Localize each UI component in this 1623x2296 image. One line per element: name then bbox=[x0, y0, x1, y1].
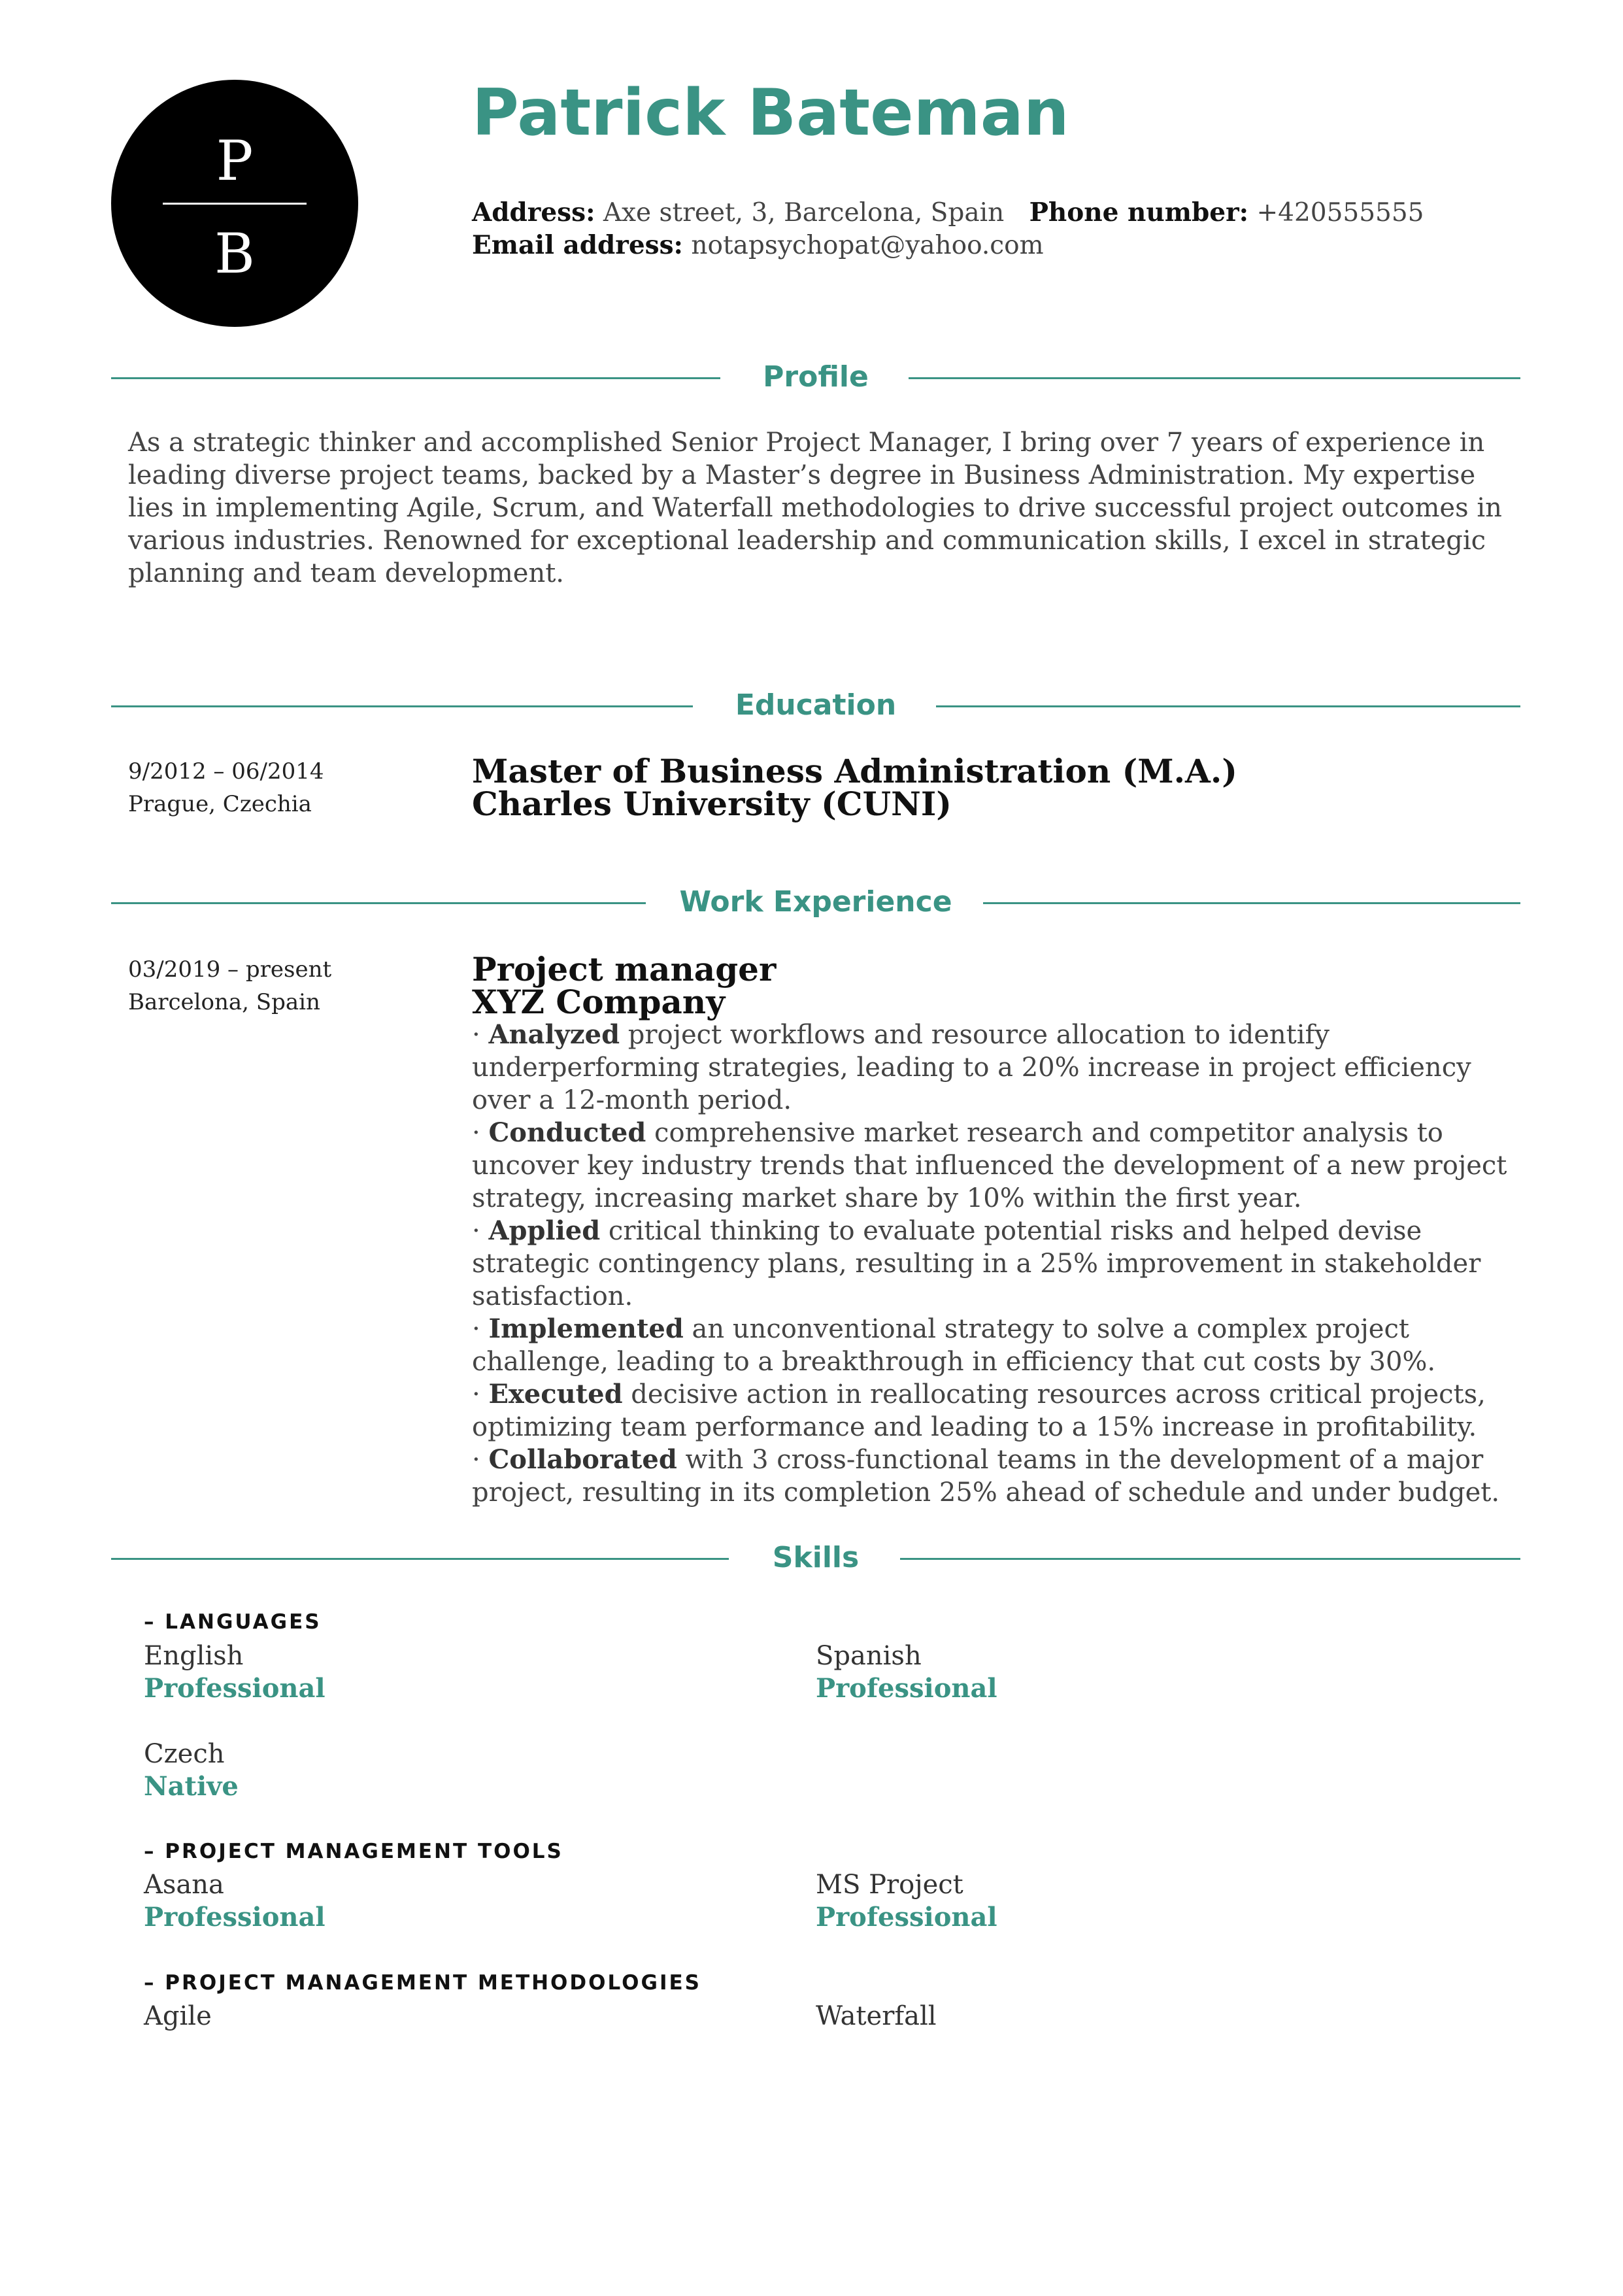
list-item: · Executed decisive action in reallocating resources across critical projects, optimizing team performance and leading to a 15% increase in profitability. bbox=[472, 1379, 1486, 1442]
achievement-text: decisive action in reallocating resources across critical projects, optimizing team performance and leading to a 15% increase in profitability. bbox=[472, 1379, 1486, 1442]
achievement-verb: Conducted bbox=[488, 1117, 646, 1148]
skill-level: Professional bbox=[144, 1902, 326, 1933]
list-item: · Analyzed project workflows and resource allocation to identify underperforming strategies, leading to a 20% increase in project efficiency over a 12-month period. bbox=[472, 1019, 1471, 1115]
education-dates: 9/2012 – 06/2014 bbox=[128, 758, 324, 785]
skill-level: Professional bbox=[816, 1673, 997, 1704]
skill-name: English bbox=[144, 1641, 244, 1671]
phone-value: +420555555 bbox=[1256, 198, 1424, 228]
email-value: notapsychopat@yahoo.com bbox=[691, 231, 1044, 260]
education-degree: Master of Business Administration (M.A.) bbox=[472, 752, 1237, 790]
monogram-divider bbox=[163, 203, 307, 205]
achievement-verb: Collaborated bbox=[488, 1444, 677, 1475]
list-item: · Applied critical thinking to evaluate potential risks and helped devise strategic contingency plans, resulting in a 25% improvement in stakeholder satisfaction. bbox=[472, 1215, 1481, 1311]
address-label: Address: bbox=[472, 197, 595, 228]
education-section-header bbox=[111, 683, 1520, 728]
list-item: · Implemented an unconventional strategy to solve a complex project challenge, leading to a breakthrough in efficiency that cut costs by 30%. bbox=[472, 1313, 1436, 1377]
skill-name: Spanish bbox=[816, 1641, 922, 1671]
skill-category-pm-methodologies: – PROJECT MANAGEMENT METHODOLOGIES bbox=[144, 1971, 701, 1995]
skill-category-pm-tools: – PROJECT MANAGEMENT TOOLS bbox=[144, 1840, 563, 1863]
section-title: Work Experience bbox=[679, 885, 952, 919]
skill-name: MS Project bbox=[816, 1870, 963, 1900]
monogram-last-initial: B bbox=[214, 222, 255, 286]
achievement-text: comprehensive market research and competitor analysis to uncover key industry trends that influenced the development of a new project strategy, increasing market share by 10% within the first year. bbox=[472, 1118, 1507, 1213]
skill-name: Asana bbox=[144, 1870, 224, 1900]
contact-line-1 bbox=[472, 196, 1424, 229]
list-item: · Conducted comprehensive market research and competitor analysis to uncover key industry trends that influenced the development of a new project strategy, increasing market share by 10% within the first year. bbox=[472, 1117, 1507, 1213]
achievement-text: project workflows and resource allocation to identify underperforming strategies, leading to a 20% increase in project efficiency over a 12-month period. bbox=[472, 1020, 1471, 1115]
achievement-verb: Implemented bbox=[488, 1313, 684, 1344]
skill-name: Agile bbox=[144, 2001, 212, 2031]
contact-line-2 bbox=[472, 229, 1044, 262]
skill-level: Professional bbox=[144, 1673, 326, 1704]
work-dates: 03/2019 – present bbox=[128, 956, 332, 983]
achievement-text: with 3 cross-functional teams in the development of a major project, resulting in its completion 25% ahead of schedule and under budget. bbox=[472, 1445, 1500, 1508]
skill-category-languages: – LANGUAGES bbox=[144, 1610, 322, 1634]
email-label: Email address: bbox=[472, 230, 683, 260]
achievement-text: critical thinking to evaluate potential risks and helped devise strategic contingency plans, resulting in a 25% improvement in stakeholder satisfaction. bbox=[472, 1216, 1481, 1311]
achievement-verb: Analyzed bbox=[488, 1019, 620, 1050]
skill-level: Native bbox=[144, 1771, 239, 1802]
work-achievements bbox=[472, 1019, 1518, 1509]
skill-name: Czech bbox=[144, 1739, 225, 1769]
candidate-name: Patrick Bateman bbox=[472, 76, 1069, 150]
profile-text: As a strategic thinker and accomplished Senior Project Manager, I bring over 7 years of experience in leading diverse project teams, backed by a Master’s degree in Business Administration. My expertise lies in implementing Agile, Scrum, and Waterfall methodologies to drive successful project outcomes in various industries. Renowned for exceptional leadership and communication skills, I excel in strategic planning and team development. bbox=[128, 428, 1502, 588]
education-school: Charles University (CUNI) bbox=[472, 785, 952, 823]
work-section-header bbox=[111, 879, 1520, 925]
address-value: Axe street, 3, Barcelona, Spain bbox=[603, 198, 1005, 228]
phone-label: Phone number: bbox=[1029, 197, 1249, 228]
achievement-verb: Executed bbox=[488, 1379, 623, 1410]
achievement-verb: Applied bbox=[488, 1215, 601, 1246]
section-title: Education bbox=[735, 688, 897, 722]
monogram-avatar bbox=[111, 80, 358, 327]
skill-level: Professional bbox=[816, 1902, 997, 1933]
work-company: XYZ Company bbox=[472, 983, 726, 1021]
list-item: · Collaborated with 3 cross-functional teams in the development of a major project, resulting in its completion 25% ahead of schedule and under budget. bbox=[472, 1444, 1500, 1508]
section-title: Skills bbox=[772, 1541, 860, 1574]
skills-section-header bbox=[111, 1535, 1520, 1581]
work-position: Project manager bbox=[472, 950, 777, 988]
profile-section-header bbox=[111, 354, 1520, 400]
achievement-text: an unconventional strategy to solve a complex project challenge, leading to a breakthrough in efficiency that cut costs by 30%. bbox=[472, 1314, 1436, 1377]
work-location: Barcelona, Spain bbox=[128, 989, 320, 1015]
section-title: Profile bbox=[763, 360, 869, 394]
skill-name: Waterfall bbox=[816, 2001, 937, 2031]
monogram-first-initial: P bbox=[216, 129, 254, 193]
education-location: Prague, Czechia bbox=[128, 791, 312, 817]
